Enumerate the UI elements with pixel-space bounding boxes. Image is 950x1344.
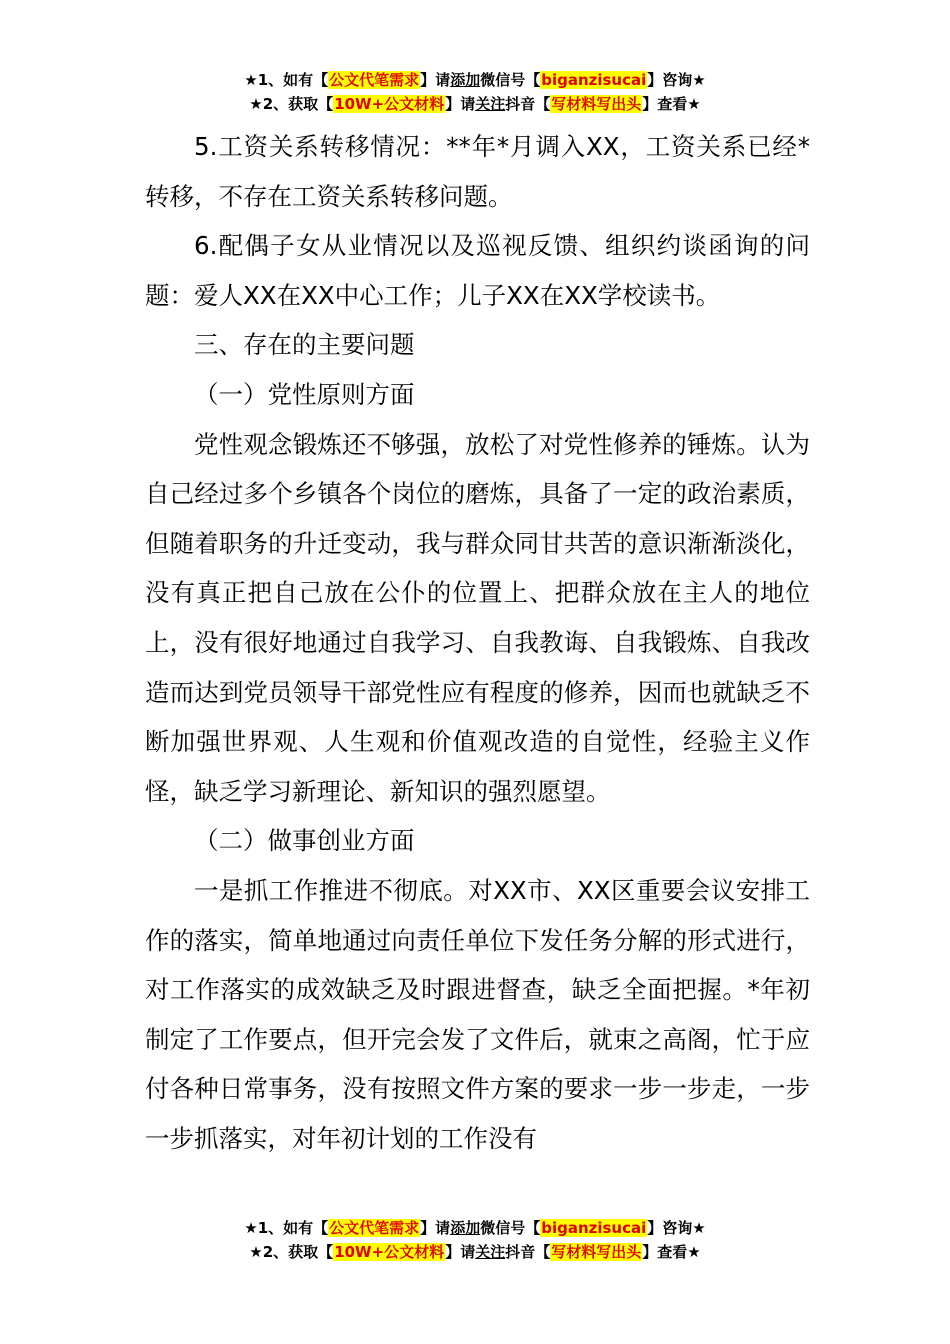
banner-text: 】请: [445, 95, 476, 113]
banner-text: 】查看★: [642, 1243, 701, 1261]
banner-highlight: biganzisucai: [541, 1219, 647, 1237]
banner-line-1: [0, 68, 950, 92]
paragraph-work: 一是抓工作推进不彻底。对XX市、XX区重要会议安排工作的落实，简单地通过向责任单位下发任务分解的形式进行，对工作落实的成效缺乏及时跟进督查，缺乏全面把握。*年初制定了工作要点，但开完会发了文件后，就束之高阁，忙于应付各种日常事务，没有按照文件方案的要求一步一步走，一步一步抓落实，对年初计划的工作没有: [145, 875, 810, 1153]
banner-text: ★1、如有【: [244, 1219, 329, 1237]
banner-text: 抖音【: [505, 1243, 551, 1261]
banner-highlight: 10W+公文材料: [334, 95, 445, 113]
banner-text: 】咨询★: [647, 71, 706, 89]
paragraph-family-employment: 6.配偶子女从业情况以及巡视反馈、组织约谈函询的问题：爱人XX在XX中心工作；儿子XX在XX学校读书。: [145, 231, 810, 310]
banner-text: 】请: [420, 71, 451, 89]
banner-text: 抖音【: [505, 95, 551, 113]
footer-banner: [0, 1216, 950, 1264]
subsection-heading-work: （二）做事创业方面: [194, 826, 415, 856]
banner-text: ★2、获取【: [249, 95, 334, 113]
header-banner: [0, 68, 950, 116]
banner-text: 微信号【: [480, 71, 541, 89]
banner-text: 微信号【: [480, 1219, 541, 1237]
banner-underline: 关注: [475, 1243, 506, 1261]
section-heading-main-problems: 三、存在的主要问题: [194, 330, 415, 360]
banner-highlight: 公文代笔需求: [329, 71, 420, 89]
subsection-heading-party-principle: （一）党性原则方面: [194, 379, 415, 409]
banner-text: 】咨询★: [647, 1219, 706, 1237]
banner-line-2: [0, 92, 950, 116]
document-body: [145, 122, 810, 1163]
banner-highlight: 写材料写出头: [551, 95, 642, 113]
banner-underline: 添加: [450, 1219, 481, 1237]
banner-text: ★2、获取【: [249, 1243, 334, 1261]
banner-line-1: [0, 1216, 950, 1240]
banner-highlight: 10W+公文材料: [334, 1243, 445, 1261]
banner-highlight: biganzisucai: [541, 71, 647, 89]
banner-line-2: [0, 1240, 950, 1264]
banner-text: ★1、如有【: [244, 71, 329, 89]
banner-underline: 关注: [475, 95, 506, 113]
banner-text: 】请: [445, 1243, 476, 1261]
paragraph-salary-transfer: 5.工资关系转移情况：**年*月调入XX，工资关系已经*转移，不存在工资关系转移问题。: [145, 132, 810, 211]
banner-underline: 添加: [450, 71, 481, 89]
banner-text: 】请: [420, 1219, 451, 1237]
banner-highlight: 写材料写出头: [551, 1243, 642, 1261]
banner-text: 】查看★: [642, 95, 701, 113]
banner-highlight: 公文代笔需求: [329, 1219, 420, 1237]
paragraph-party-principle: 党性观念锻炼还不够强，放松了对党性修养的锤炼。认为自己经过多个乡镇各个岗位的磨炼，具备了一定的政治素质，但随着职务的升迁变动，我与群众同甘共苦的意识渐渐淡化，没有真正把自己放在公仆的位置上、把群众放在主人的地位上，没有很好地通过自我学习、自我教诲、自我锻炼、自我改造而达到党员领导干部党性应有程度的修养，因而也就缺乏不断加强世界观、人生观和价值观改造的自觉性，经验主义作怪，缺乏学习新理论、新知识的强烈愿望。: [145, 429, 810, 806]
